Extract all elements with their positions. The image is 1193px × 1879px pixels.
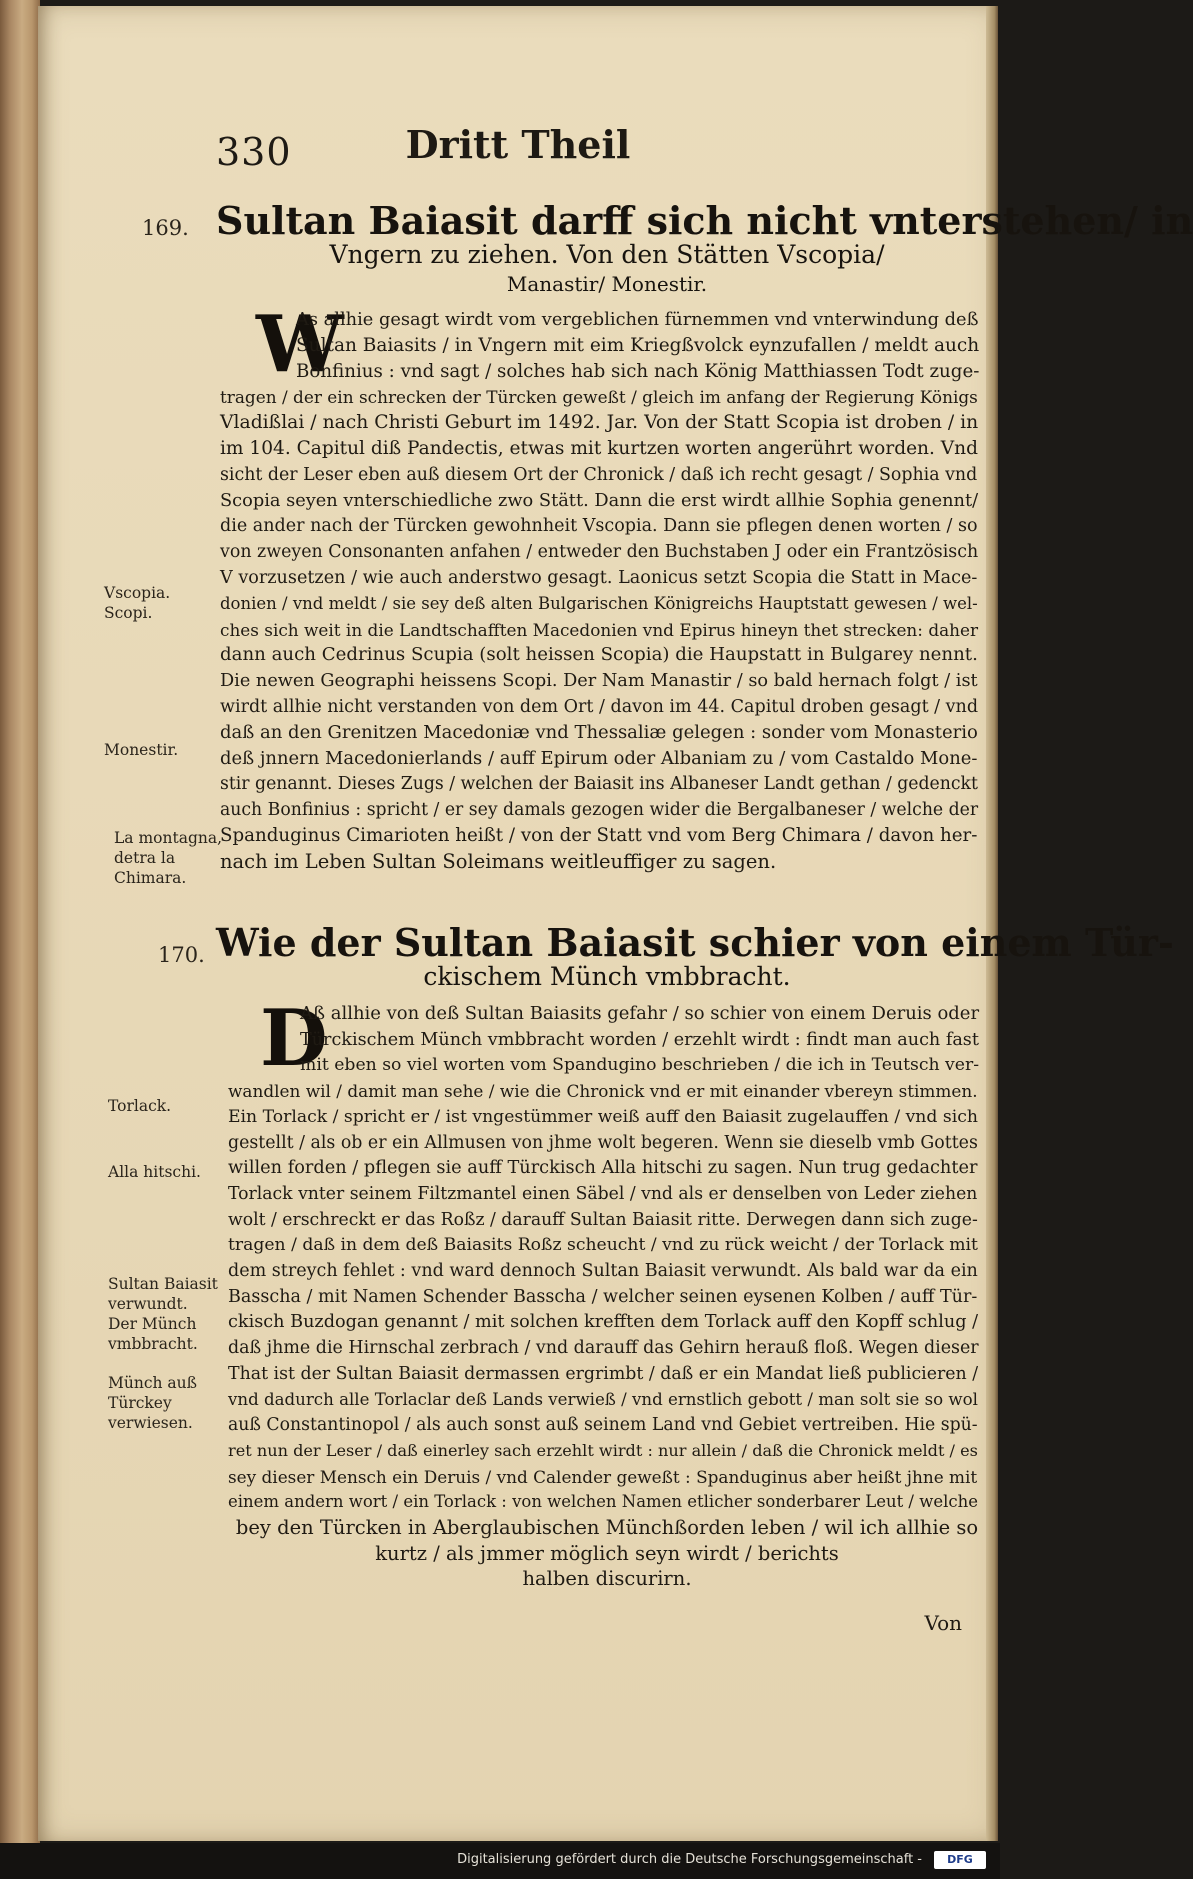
margin-note: Torlack. bbox=[108, 1097, 172, 1115]
text-line: wolt / erschreckt er das Roßz / darauff Sultan Baiasit ritte. Derwegen dann sich zuge- bbox=[228, 1209, 978, 1230]
section-number: 169. bbox=[142, 216, 189, 240]
margin-note: Monestir. bbox=[104, 741, 179, 759]
text-line: Aß allhie von deß Sultan Baiasits gefahr / so schier von einem Deruis oder bbox=[300, 1003, 980, 1024]
margin-note: Vscopia. Scopi. bbox=[104, 584, 171, 622]
text-line: Basscha / mit Namen Schender Basscha / welcher seinen eysenen Kolben / auff Tür- bbox=[228, 1286, 978, 1307]
text-line: donien / vnd meldt / sie sey deß alten Bulgarischen Königreichs Hauptstatt gewesen / wel- bbox=[220, 593, 978, 613]
text-line: Türckischem Münch vmbbracht worden / erzehlt wirdt : findt man auch fast bbox=[300, 1029, 979, 1050]
text-line: daß jhme die Hirnschal zerbrach / vnd darauff das Gehirn herauß floß. Wegen dieser bbox=[228, 1338, 979, 1359]
text-line: sey dieser Mensch ein Deruis / vnd Calender geweßt : Spanduginus aber heißt jhne mit bbox=[228, 1466, 978, 1487]
text-line: nach im Leben Sultan Soleimans weitleuffiger zu sagen. bbox=[220, 849, 777, 873]
text-line: Vladißlai / nach Christi Geburt im 1492. Jar. Von der Statt Scopia ist droben / in bbox=[220, 412, 979, 434]
margin-note: Münch auß Türckey verwiesen. bbox=[108, 1374, 198, 1432]
text-line: As allhie gesagt wirdt vom vergeblichen fürnemmen vnd vnterwindung deß bbox=[296, 309, 979, 330]
text-line: wandlen wil / damit man sehe / wie die Chronick vnd er mit einander vbereyn stimmen. bbox=[228, 1081, 978, 1102]
section-title-line: ckischem Münch vmbbracht. bbox=[423, 962, 791, 991]
text-line: auß Constantinopol / als auch sonst auß seinem Land vnd Gebiet vertreiben. Hie spü- bbox=[228, 1415, 978, 1436]
text-line: ckisch Buzdogan genannt / mit solchen krefften dem Torlack auff den Kopff schlug / bbox=[228, 1312, 979, 1333]
text-line: Scopia seyen vnterschiedliche zwo Stätt. Dann die erst wirdt allhie Sophia genennt/ bbox=[220, 490, 979, 511]
text-line: dann auch Cedrinus Scupia (solt heissen Scopia) die Haupstatt in Bulgarey nennt. bbox=[220, 644, 978, 666]
text-line: That ist der Sultan Baiasit dermassen ergrimbt / daß er ein Mandat ließ publicieren / bbox=[228, 1363, 979, 1384]
margin-note: Sultan Baiasit verwundt. Der Münch vmbbracht. bbox=[108, 1275, 218, 1353]
book-spine bbox=[0, 0, 40, 1860]
text-line: die ander nach der Türcken gewohnheit Vscopia. Dann sie pflegen denen worten / so bbox=[220, 516, 978, 537]
text-line: V vorzusetzen / wie auch anderstwo gesagt. Laonicus setzt Scopia die Statt in Mace- bbox=[220, 568, 978, 588]
drop-initial: D bbox=[260, 993, 328, 1084]
text-line: gestellt / als ob er ein Allmusen von jhme wolt begeren. Wenn sie dieselb vmb Gottes bbox=[228, 1132, 978, 1153]
text-line: bey den Türcken in Aberglaubischen Münchßorden leben / wil ich allhie so bbox=[235, 1516, 979, 1539]
text-line: im 104. Capitul diß Pandectis, etwas mit kurtzen worten angerührt worden. Vnd bbox=[220, 438, 978, 459]
text-line: Sultan Baiasits / in Vngern mit eim Kriegßvolck eynzufallen / meldt auch bbox=[296, 334, 980, 356]
text-line: Torlack vnter seinem Filtzmantel einen Säbel / vnd als er denselben von Leder ziehen bbox=[228, 1183, 978, 1204]
text-line: tragen / daß in dem deß Baiasits Roßz scheucht / vnd zu rück weicht / der Torlack mit bbox=[228, 1235, 978, 1256]
book-page bbox=[38, 6, 1193, 1841]
footer-credit: Digitalisierung gefördert durch die Deutsche Forschungsgemeinschaft - bbox=[457, 1852, 922, 1867]
text-line: auch Bonfinius : spricht / er sey damals gezogen wider die Bergalbaneser / welche der bbox=[220, 800, 979, 821]
drop-initial: W bbox=[256, 299, 344, 390]
text-line: willen forden / pflegen sie auff Türckisch Alla hitschi zu sagen. Nun trug gedachter bbox=[228, 1158, 978, 1179]
text-line: tragen / der ein schrecken der Türcken geweßt / gleich im anfang der Regierung Königs bbox=[220, 387, 978, 408]
dfg-logo: DFG bbox=[934, 1851, 986, 1869]
text-line: daß an den Grenitzen Macedoniæ vnd Thessaliæ gelegen : sonder vom Monasterio bbox=[220, 721, 978, 743]
text-line: halben discurirn. bbox=[522, 1567, 692, 1591]
text-line: vnd dadurch alle Torlaclar deß Lands verwieß / vnd ernstlich gebott / man solt sie so wol bbox=[228, 1389, 978, 1409]
text-line: ret nun der Leser / daß einerley sach erzehlt wirdt : nur allein / daß die Chronick meldt / es bbox=[228, 1440, 978, 1460]
text-line: kurtz / als jmmer möglich seyn wirdt / berichts bbox=[375, 1541, 839, 1565]
text-line: Bonfinius : vnd sagt / solches hab sich nach König Matthiassen Todt zuge- bbox=[296, 360, 980, 382]
text-line: von zweyen Consonanten anfahen / entweder den Buchstaben J oder ein Frantzösisch bbox=[220, 542, 979, 563]
digitization-footer bbox=[0, 1843, 1000, 1879]
text-line: wirdt allhie nicht verstanden von dem Ort / davon im 44. Capitul droben gesagt / vnd bbox=[220, 697, 979, 717]
section-title-line: Sultan Baiasit darff sich nicht vnterstehen/ in bbox=[216, 198, 1193, 243]
catchword: Von bbox=[924, 1611, 962, 1635]
section-number: 170. bbox=[158, 943, 205, 967]
text-line: stir genannt. Dieses Zugs / welchen der Baiasit ins Albaneser Landt gethan / gedenckt bbox=[220, 774, 978, 795]
section-title-line: Wie der Sultan Baiasit schier von einem Tür- bbox=[216, 920, 1174, 965]
text-line: dem streych fehlet : vnd ward dennoch Sultan Baiasit verwundt. Als bald war da ein bbox=[228, 1261, 978, 1281]
page-number: 330 bbox=[216, 130, 292, 174]
text-line: ches sich weit in die Landtschafften Macedonien vnd Epirus hineyn thet strecken: daher bbox=[220, 619, 979, 640]
text-line: mit eben so viel worten vom Spandugino beschrieben / die ich in Teutsch ver- bbox=[300, 1055, 980, 1076]
running-head: Dritt Theil bbox=[405, 122, 631, 167]
margin-note: La montagna, detra la Chimara. bbox=[114, 829, 223, 887]
section-title-line: Vngern zu ziehen. Von den Stätten Vscopia/ bbox=[329, 240, 885, 269]
text-line: einem andern wort / ein Torlack : von welchen Namen etlicher sonderbarer Leut / welche bbox=[228, 1492, 978, 1512]
margin-note: Alla hitschi. bbox=[108, 1163, 201, 1181]
text-line: Spanduginus Cimarioten heißt / von der Statt vnd vom Berg Chimara / davon her- bbox=[220, 825, 978, 846]
text-line: Die newen Geographi heissens Scopi. Der Nam Manastir / so bald hernach folgt / ist bbox=[220, 671, 978, 692]
text-line: Ein Torlack / spricht er / ist vngestümmer weiß auff den Baiasit zugelauffen / vnd sich bbox=[228, 1106, 978, 1127]
text-line: deß jnnern Macedonierlands / auff Epirum oder Albaniam zu / vom Castaldo Mone- bbox=[220, 747, 978, 769]
text-line: sicht der Leser eben auß diesem Ort der Chronick / daß ich recht gesagt / Sophia vnd bbox=[220, 464, 978, 485]
section-title-line: Manastir/ Monestir. bbox=[506, 272, 708, 296]
